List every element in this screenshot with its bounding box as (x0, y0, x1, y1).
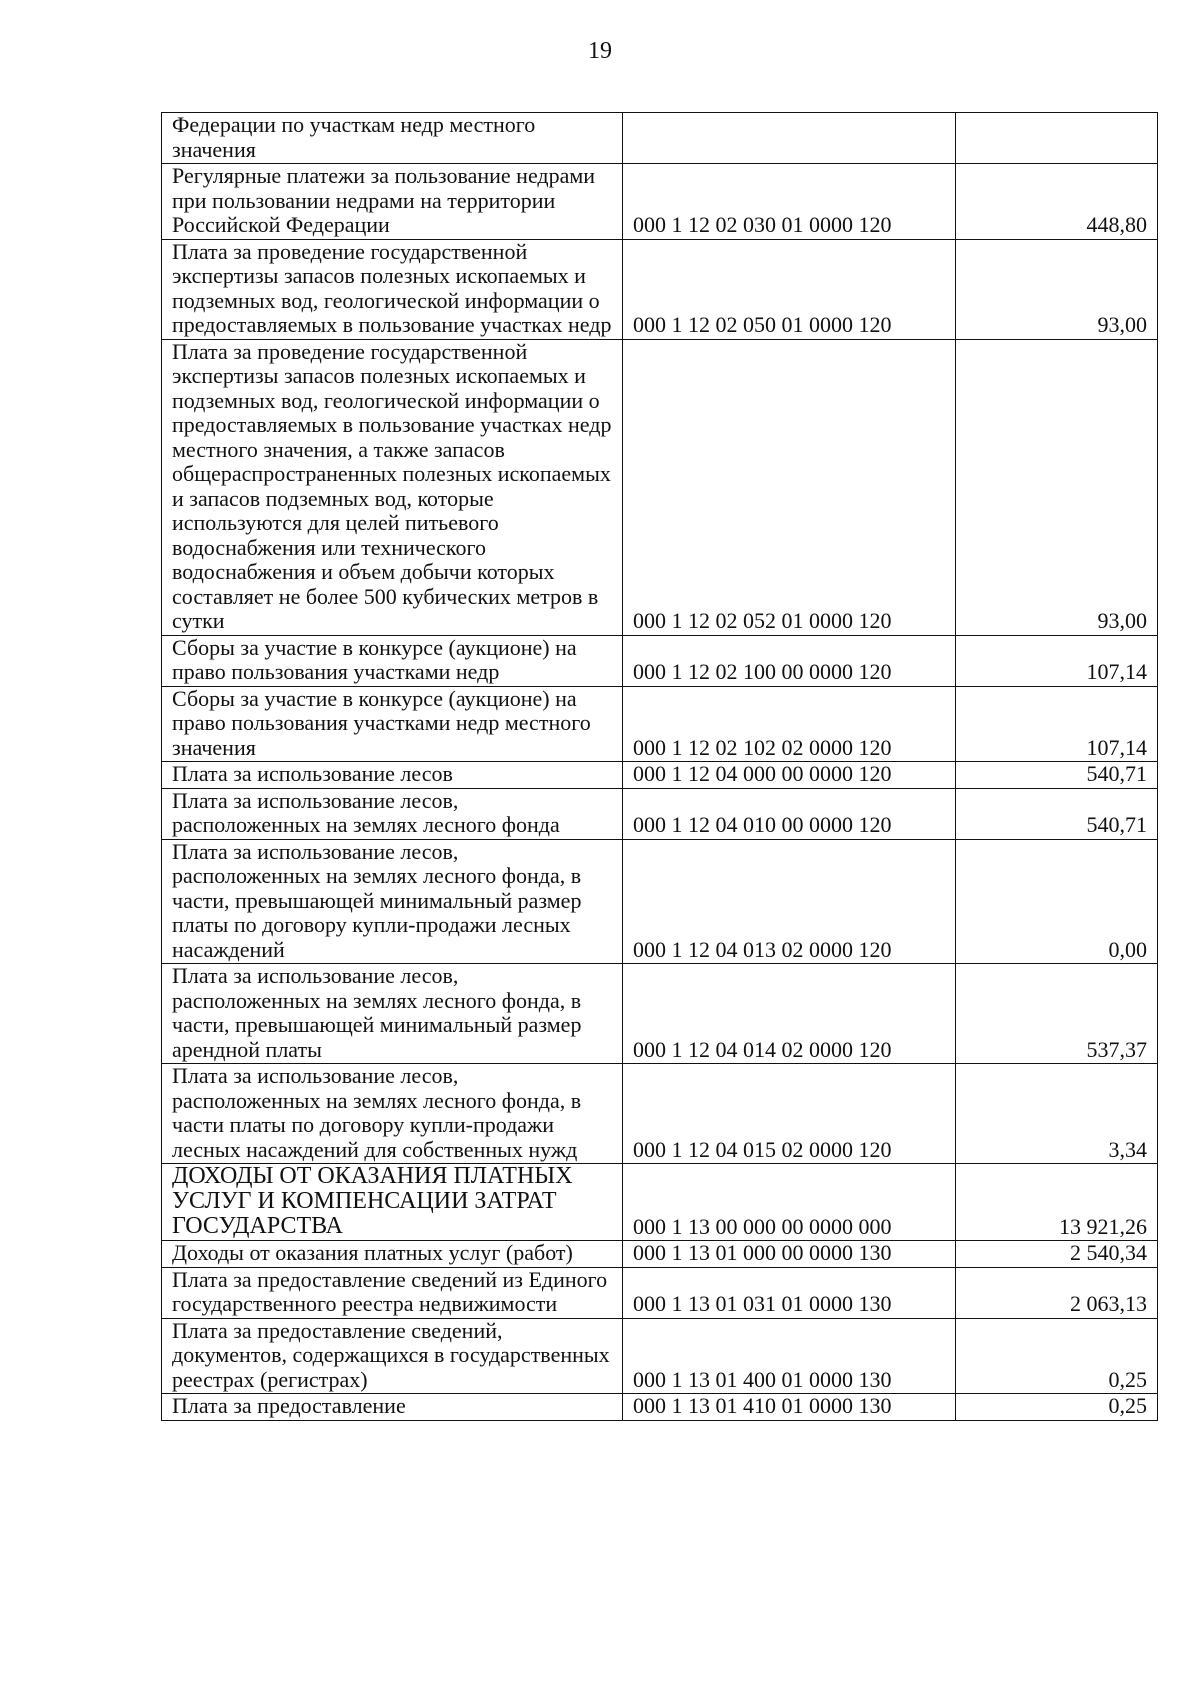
row-code: 000 1 12 04 000 00 0000 120 (623, 762, 956, 789)
row-code: 000 1 12 02 102 02 0000 120 (623, 686, 956, 762)
row-sum: 540,71 (956, 762, 1158, 789)
row-code: 000 1 12 02 050 01 0000 120 (623, 239, 956, 339)
row-name: Регулярные платежи за пользование недрами при пользовании недрами на территории Российской Федерации (162, 164, 623, 240)
row-name: Плата за использование лесов, расположенных на землях лесного фонда, в части платы по договору купли-продажи лесных насаждений для собственных нужд (162, 1064, 623, 1164)
row-code: 000 1 12 04 015 02 0000 120 (623, 1064, 956, 1164)
table-row (162, 1164, 1158, 1241)
row-sum: 93,00 (956, 339, 1158, 635)
page-number: 19 (588, 38, 612, 64)
row-sum: 537,37 (956, 964, 1158, 1064)
row-name: Плата за использование лесов (162, 762, 623, 789)
row-name: Плата за проведение государственной экспертизы запасов полезных ископаемых и подземных вод, геологической информации о предоставляемых в пользование участках недр (162, 239, 623, 339)
row-sum: 13 921,26 (956, 1164, 1158, 1241)
row-code: 000 1 13 00 000 00 0000 000 (623, 1164, 956, 1241)
row-code: 000 1 13 01 410 01 0000 130 (623, 1394, 956, 1421)
row-sum: 2 063,13 (956, 1267, 1158, 1318)
row-name: Доходы от оказания платных услуг (работ) (162, 1241, 623, 1268)
row-name: Сборы за участие в конкурсе (аукционе) на право пользования участками недр местного значения (162, 686, 623, 762)
row-code: 000 1 12 04 010 00 0000 120 (623, 788, 956, 839)
row-code (623, 113, 956, 164)
row-sum: 0,25 (956, 1318, 1158, 1394)
row-name: Плата за использование лесов, расположенных на землях лесного фонда, в части, превышающей минимальный размер арендной платы (162, 964, 623, 1064)
table-row (162, 164, 1158, 240)
row-sum: 93,00 (956, 239, 1158, 339)
row-name: Плата за использование лесов, расположенных на землях лесного фонда, в части, превышающей минимальный размер платы по договору купли-продажи лесных насаждений (162, 839, 623, 964)
table-row (162, 964, 1158, 1064)
row-name: Сборы за участие в конкурсе (аукционе) на право пользования участками недр (162, 635, 623, 686)
table-row (162, 113, 1158, 164)
row-code: 000 1 12 04 014 02 0000 120 (623, 964, 956, 1064)
row-sum: 107,14 (956, 635, 1158, 686)
table-row (162, 788, 1158, 839)
table-row (162, 239, 1158, 339)
row-code: 000 1 13 01 400 01 0000 130 (623, 1318, 956, 1394)
row-name: Федерации по участкам недр местного значения (162, 113, 623, 164)
table-row (162, 1394, 1158, 1421)
row-sum (956, 113, 1158, 164)
row-code: 000 1 13 01 031 01 0000 130 (623, 1267, 956, 1318)
row-sum: 3,34 (956, 1064, 1158, 1164)
row-code: 000 1 12 02 030 01 0000 120 (623, 164, 956, 240)
row-code: 000 1 12 02 100 00 0000 120 (623, 635, 956, 686)
table-row (162, 839, 1158, 964)
row-code: 000 1 12 02 052 01 0000 120 (623, 339, 956, 635)
row-name: Плата за проведение государственной экспертизы запасов полезных ископаемых и подземных вод, геологической информации о предоставляемых в пользование участках недр местного значения, а также запасов общераспространенных полезных ископаемых и запасов подземных вод, которые используются для целей питьевого водоснабжения или технического водоснабжения и объем добычи которых составляет не более 500 кубических метров в сутки (162, 339, 623, 635)
row-code: 000 1 12 04 013 02 0000 120 (623, 839, 956, 964)
table-row (162, 1267, 1158, 1318)
row-sum: 2 540,34 (956, 1241, 1158, 1268)
row-name: Плата за использование лесов, расположенных на землях лесного фонда (162, 788, 623, 839)
table-row (162, 762, 1158, 789)
row-name: Плата за предоставление (162, 1394, 623, 1421)
budget-revenue-table (161, 112, 1158, 1421)
table-row (162, 1318, 1158, 1394)
row-name: Плата за предоставление сведений из Единого государственного реестра недвижимости (162, 1267, 623, 1318)
table-row (162, 1064, 1158, 1164)
row-sum: 540,71 (956, 788, 1158, 839)
row-sum: 0,25 (956, 1394, 1158, 1421)
row-sum: 107,14 (956, 686, 1158, 762)
row-sum: 0,00 (956, 839, 1158, 964)
table-row (162, 686, 1158, 762)
row-name: ДОХОДЫ ОТ ОКАЗАНИЯ ПЛАТНЫХ УСЛУГ И КОМПЕНСАЦИИ ЗАТРАТ ГОСУДАРСТВА (162, 1164, 623, 1241)
table-row (162, 635, 1158, 686)
table-row (162, 1241, 1158, 1268)
row-sum: 448,80 (956, 164, 1158, 240)
table-row (162, 339, 1158, 635)
row-code: 000 1 13 01 000 00 0000 130 (623, 1241, 956, 1268)
row-name: Плата за предоставление сведений, документов, содержащихся в государственных реестрах (регистрах) (162, 1318, 623, 1394)
